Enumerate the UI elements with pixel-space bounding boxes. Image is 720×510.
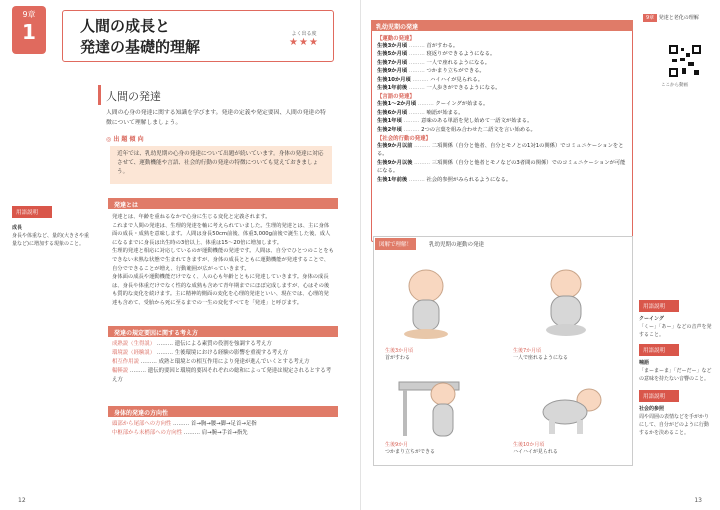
baby-standing-illustration <box>395 372 475 442</box>
desc: ハイハイが見られる。 <box>430 76 483 83</box>
infant-box-title: 乳幼児期の発達 <box>371 20 633 31</box>
list-item: 生後9か月以後 ……… 三項関係（自分と他者とモノなどの3者間の関係）でのコミュニケーションが可能になる。 <box>377 159 626 175</box>
caption-text: ハイハイが見られる <box>513 449 558 455</box>
section-bar-factors: 発達の規定要因に関する考え方 <box>108 326 338 337</box>
glossary-heading: 用語説明 <box>12 206 52 218</box>
caption-age: 生後9か月 <box>385 442 409 448</box>
age: 生後1年前後 <box>377 85 408 92</box>
list-item: 頭部から尾部への方向性 ……… 首→胸→腰→脚→足首→足指 <box>112 421 257 427</box>
list-item: 生後3か月頃 ……… 首がすわる。 <box>377 43 459 49</box>
list-item: 生後9か月頃 ……… つかまり立ちができる。 <box>377 68 485 75</box>
chapter-label: 9章 <box>22 10 36 19</box>
glossary-heading: 用語説明 <box>639 344 679 356</box>
trend-heading: ◎ 出 題 傾 向 <box>106 136 144 143</box>
section-title: 人間の発達 <box>106 90 161 103</box>
list-item: 成熟説（生得説） ……… 遺伝による素質の役割を強調する考え方 <box>112 341 272 347</box>
figure-caption <box>385 442 435 456</box>
glossary-desc: 「くー」「あー」などの音声を発すること。 <box>639 324 712 338</box>
glossary-term: 喃語 <box>639 360 650 366</box>
list-item: 環境説（経験説） ……… 生後環境における経験の影響を重視する考え方 <box>112 350 288 356</box>
figure-caption <box>513 442 558 456</box>
direction-term: 中枢部から末梢部への方向性 <box>112 430 183 436</box>
section-marker <box>98 85 101 105</box>
glossary-term: 成長 <box>12 225 23 231</box>
frequency-stars: ★★★ <box>289 37 319 48</box>
age: 生後9か月以後 <box>377 159 413 166</box>
social-heading: 【社会的行動の発達】 <box>377 136 431 143</box>
list-item: 輻輳説 ……… 遺伝的要因と環境的要因それぞれの総和によって発達は規定されるとする考え方 <box>112 368 332 383</box>
list-item: 生後9か月以前 ……… 二項関係（自分と他者、自分とモノとの1対1の関係）でコミュニケーションをとる。 <box>377 143 624 158</box>
factor-desc: 遺伝による素質の役割を強調する考え方 <box>174 341 272 347</box>
desc: 首がすわる。 <box>426 43 459 49</box>
running-head-text: 発達と老化の理解 <box>658 15 699 21</box>
chapter-title: 人間の成長と 発達の基礎的理解 <box>80 17 201 56</box>
list-item: 生後1〜2か月頃 ……… クーイングが始まる。 <box>377 101 489 108</box>
desc: 一人で座れるようになる。 <box>426 59 491 66</box>
gloss-cooing <box>639 300 713 339</box>
paragraph: 生理的発達と相応に対応しているのが運動機能の発達です。人間は、自分でひとつのことをもできない未熟な状態で生まれてきますが、身体の成長とともに運動機能が発達することで、自分でできることが増え、行動範囲が広がっていきます。 <box>112 248 334 272</box>
desc: つかまり立ちができる。 <box>426 68 485 75</box>
motor-list <box>377 34 629 184</box>
trend-box: 近年では、乳幼児期の心身の発達について出題が続いています。身体の発達に対応させて、運動機能や言語、社会的行動の発達の特徴についても覚えておきましょう。 <box>110 146 332 184</box>
baby-crawling-illustration <box>531 372 611 442</box>
figure-caption <box>513 348 568 362</box>
side-glossary <box>12 206 92 248</box>
list-item: 生後1年前後 ……… 一人歩きができるようになる。 <box>377 85 501 92</box>
running-head <box>643 14 699 21</box>
desc: 寝返りができるようになる。 <box>426 51 496 58</box>
glossary-heading: 用語説明 <box>639 390 679 402</box>
glossary-term: クーイング <box>639 316 664 322</box>
section-bar-direction: 身体的発達の方向性 <box>108 406 338 417</box>
baby-head-up-illustration <box>391 262 461 342</box>
gloss-social-reference <box>639 390 713 437</box>
desc: 意味のある単語を発し始めて一語文が始まる。 <box>421 118 533 125</box>
factor-list <box>112 340 334 385</box>
age: 生後7か月頃 <box>377 59 408 66</box>
direction-list <box>112 420 334 438</box>
factor-desc: 遺伝的要因と環境的要因それぞれの総和によって発達は規定されるとする考え方 <box>112 368 332 383</box>
list-item: 生後1年頃 ……… 意味のある単語を発し始めて一語文が始まる。 <box>377 118 533 125</box>
language-heading: 【言語の発達】 <box>377 94 415 101</box>
list-item: 生後5か月頃 ……… 寝返りができるようになる。 <box>377 51 496 58</box>
baby-sitting-illustration <box>531 262 601 342</box>
list-item: 中枢部から末梢部への方向性 ……… 肩→腕→手首→指先 <box>112 430 248 436</box>
chapter-number: 1 <box>22 20 36 44</box>
figure-caption <box>385 348 413 362</box>
age: 生後1〜2か月頃 <box>377 101 417 108</box>
factor-term: 成熟説（生得説） <box>112 341 156 347</box>
section-bar-development: 発達とは <box>108 198 338 209</box>
glossary-desc: 身長や体重など、量的(大きさや重量など)に増加する現象のこと。 <box>12 233 89 247</box>
caption-text: 一人で座れるようになる <box>513 355 569 361</box>
factor-desc: 生後環境における経験の影響を重視する考え方 <box>174 350 288 356</box>
age: 生後2年頃 <box>377 126 402 133</box>
desc: 2つの言葉を組み合わせた二語文を言い始める。 <box>421 126 536 133</box>
age: 生後10か月頃 <box>377 76 411 83</box>
factor-desc: 成熟と環境との相互作用により発達が進んでいくとする考え方 <box>158 359 310 365</box>
age: 生後5か月頃 <box>377 51 408 58</box>
page-number: 13 <box>694 497 702 504</box>
caption-age: 生後10か月頃 <box>513 442 545 448</box>
factor-term: 相互作用説 <box>112 359 139 365</box>
desc: 社会的参照がみられるようになる。 <box>426 176 512 183</box>
frequency-label: よく出る度 <box>291 31 317 37</box>
paragraph: これまで人間の発達は、生理的発達を軸に考えられていました。生理的発達とは、主に身体面の成長・成熟を意味します。人間は身長50cm前後、体重3,000g前後で誕生した後、成人になるまでに身長は出生時の3倍以上、体重は15〜20倍に増加します。 <box>112 222 331 246</box>
list-item: 生後1年前後 ……… 社会的参照がみられるようになる。 <box>377 176 512 183</box>
development-body <box>112 213 334 308</box>
caption-age: 生後3か月頃 <box>385 348 414 354</box>
gloss-babbling <box>639 344 713 383</box>
desc: 喃語が始まる。 <box>426 109 464 116</box>
factor-term: 輻輳説 <box>112 368 129 374</box>
list-item: 生後2年頃 ……… 2つの言葉を組み合わせた二語文を言い始める。 <box>377 126 536 133</box>
glossary-term: 社会的参照 <box>639 406 665 412</box>
running-head-tag: 9章 <box>643 14 657 22</box>
desc: クーイングが始まる。 <box>435 101 489 108</box>
caption-text: 首がすわる <box>385 355 411 361</box>
intro-text: 人間の心身の発達に関する知識を学びます。発達の定義や発定要因、人間の発達の特徴について理解しましょう。 <box>106 110 326 126</box>
age: 生後3か月頃 <box>377 43 408 49</box>
age: 生後9か月以前 <box>377 143 413 150</box>
direction-term: 頭部から尾部への方向性 <box>112 421 172 427</box>
qr-code-icon[interactable] <box>668 44 702 78</box>
age: 生後1年前後 <box>377 176 408 183</box>
chapter-badge <box>12 6 46 54</box>
list-item: 生後6か月頃 ……… 喃語が始まる。 <box>377 109 464 116</box>
factor-term: 環境説（経験説） <box>112 350 156 356</box>
page-number: 12 <box>18 497 26 504</box>
motor-heading: 【運動の発達】 <box>377 36 415 42</box>
frequency-badge <box>283 30 325 48</box>
glossary-desc: 周や周囲の表情などを手がかりにして、自分がどのように行動するかを決めること。 <box>639 414 710 436</box>
direction-desc: 首→胸→腰→脚→足首→足指 <box>190 421 257 427</box>
caption-age: 生後7か月頃 <box>513 348 542 354</box>
desc: 三項関係（自分と他者とモノなどの3者間の関係）でのコミュニケーションが可能になる。 <box>377 159 626 175</box>
desc: 二項関係（自分と他者、自分とモノとの1対1の関係）でコミュニケーションをとる。 <box>377 143 624 158</box>
caption-text: つかまり立ちができる <box>385 449 436 455</box>
list-item: 相互作用説 ……… 成熟と環境との相互作用により発達が進んでいくとする考え方 <box>112 359 310 365</box>
figure-title: 乳幼児期の運動の発達 <box>429 242 485 248</box>
list-item: 生後10か月頃 ……… ハイハイが見られる。 <box>377 76 483 83</box>
list-item: 生後7か月頃 ……… 一人で座れるようになる。 <box>377 59 491 66</box>
desc: 一人歩きができるようになる。 <box>426 85 501 92</box>
figure-tag: 図解で理解！ <box>375 238 416 250</box>
paragraph: 発達とは、年齢を重ねるなかで心身に生じる変化と定義されます。 <box>112 214 271 220</box>
age: 生後9か月頃 <box>377 68 408 75</box>
right-page <box>360 0 720 510</box>
age: 生後6か月頃 <box>377 109 408 116</box>
glossary-heading: 用語説明 <box>639 300 679 312</box>
paragraph: 身体面の成長や運動機能だけでなく、人の心も年齢とともに発達していきます。身体の成長は、身長や体重だけでなく性的な成熟も含めて青年期までにほぼ完成しますが、心はその後も質的な変化を続けます。主に精神的側面の変化を心理的発達といい、現在では、心理的発達も含めて、受胎から死に至るまでの一生の変化すべてを「発達」と呼びます。 <box>112 274 330 306</box>
direction-desc: 肩→腕→手首→指先 <box>201 430 248 436</box>
glossary-desc: 「まーまーま」「だーだー」などの意味を持たない音響のこと。 <box>639 368 712 382</box>
qr-label: ここから動画 <box>661 83 688 88</box>
age: 生後1年頃 <box>377 118 402 125</box>
